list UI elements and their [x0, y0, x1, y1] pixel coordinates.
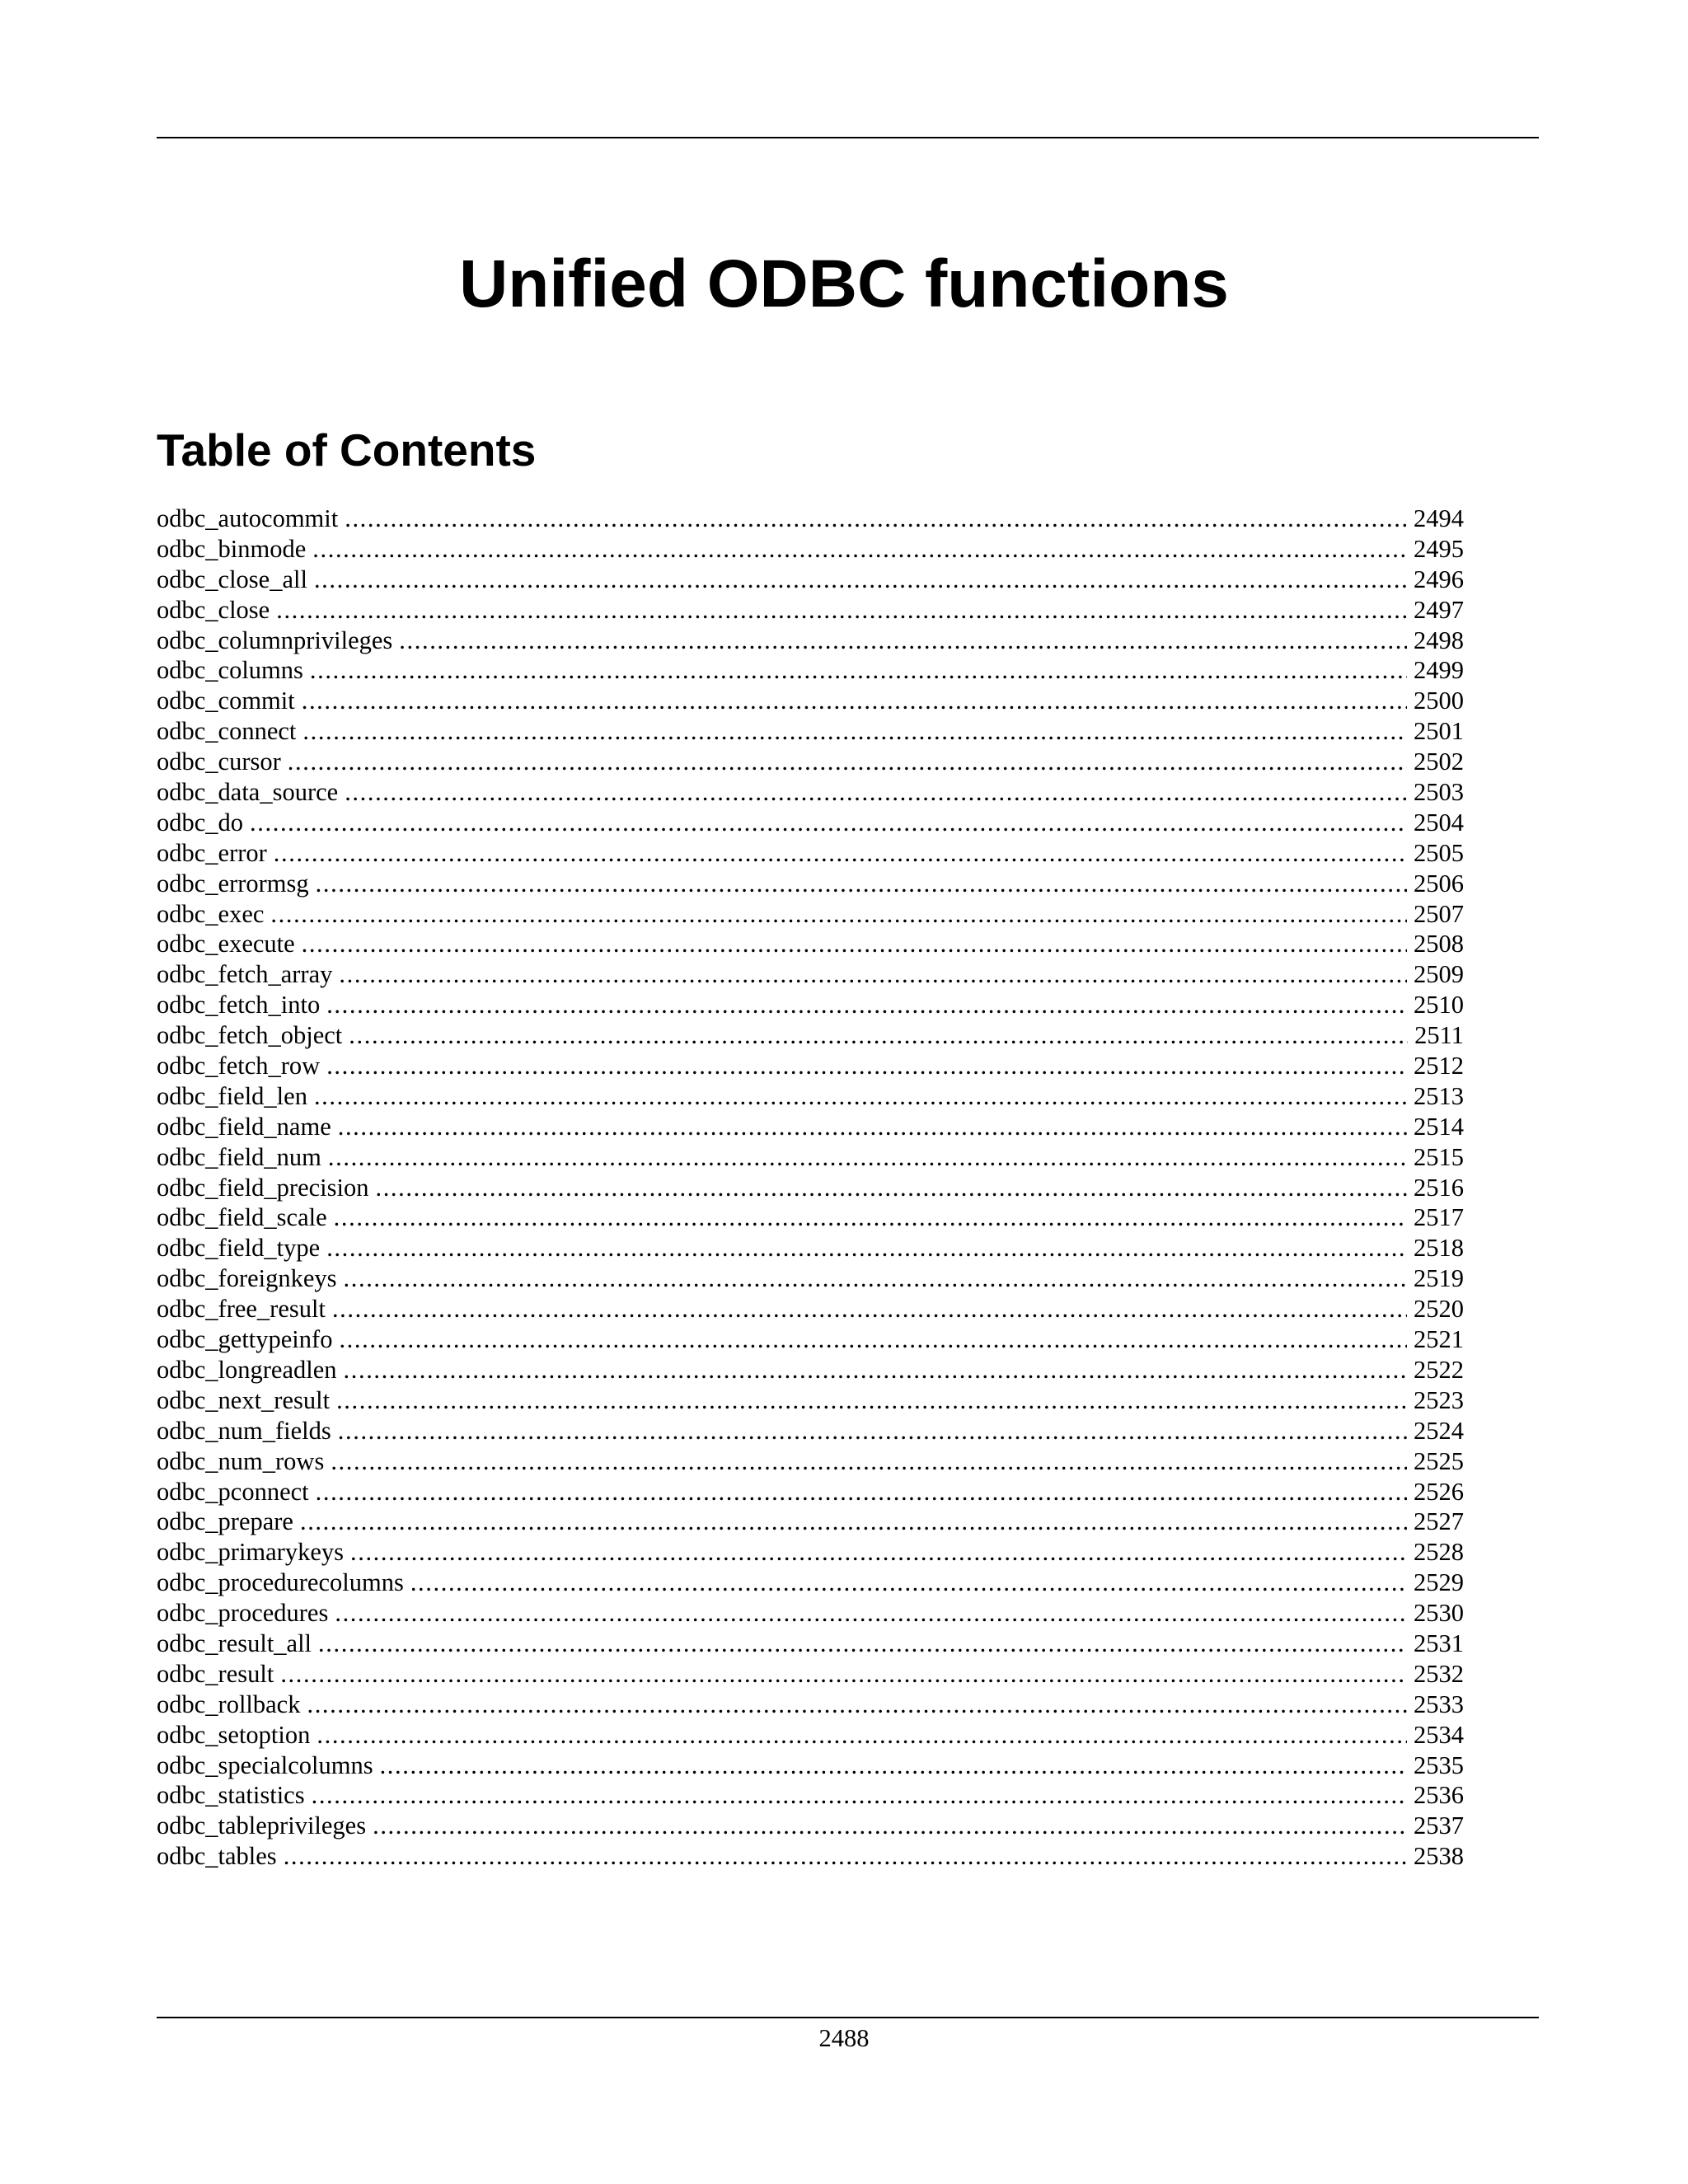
toc-entry-page[interactable]: 2535 [1414, 1750, 1464, 1779]
toc-entry-name[interactable]: odbc_procedures [157, 1599, 329, 1628]
toc-entry-page[interactable]: 2519 [1414, 1264, 1464, 1293]
toc-dot-leader [318, 1629, 1407, 1659]
toc-entry[interactable] [157, 990, 1464, 1020]
toc-entry[interactable] [157, 565, 1464, 595]
toc-entry[interactable] [157, 777, 1464, 808]
toc-entry[interactable] [157, 1629, 1464, 1659]
toc-entry-name[interactable]: odbc_binmode [157, 534, 307, 563]
toc-entry-page[interactable]: 2522 [1414, 1355, 1464, 1384]
toc-dot-leader [284, 1841, 1407, 1872]
toc-entry-page[interactable]: 2524 [1414, 1416, 1464, 1445]
toc-entry[interactable] [157, 1841, 1464, 1872]
toc-dot-leader [302, 929, 1407, 959]
toc-entry[interactable] [157, 1598, 1464, 1629]
toc-entry-page[interactable]: 2527 [1414, 1507, 1464, 1536]
toc-dot-leader [274, 838, 1407, 869]
toc-entry-page[interactable]: 2495 [1414, 534, 1464, 563]
toc-dot-leader [339, 959, 1407, 990]
toc-entry-name[interactable]: odbc_field_len [157, 1081, 307, 1110]
toc-entry-page[interactable]: 2494 [1414, 504, 1464, 532]
toc-entry[interactable] [157, 808, 1464, 838]
toc-dot-leader [280, 1659, 1407, 1690]
toc-entry-page[interactable]: 2498 [1414, 626, 1464, 654]
toc-dot-leader [339, 1324, 1407, 1355]
toc-entry-name[interactable]: odbc_longreadlen [157, 1355, 337, 1384]
toc-entry[interactable] [157, 838, 1464, 869]
toc-dot-leader [338, 1416, 1407, 1446]
toc-entry-name[interactable]: odbc_exec [157, 899, 265, 928]
toc-dot-leader [345, 777, 1407, 808]
toc-dot-leader [276, 595, 1407, 626]
toc-entry-name[interactable]: odbc_error [157, 838, 267, 867]
toc-entry[interactable] [157, 655, 1464, 686]
toc-entry-page[interactable]: 2502 [1414, 748, 1464, 776]
toc-entry-name[interactable]: odbc_autocommit [157, 504, 339, 532]
toc-entry[interactable] [157, 1720, 1464, 1750]
toc-dot-leader [375, 1173, 1407, 1203]
toc-entry[interactable] [157, 1690, 1464, 1720]
toc-dot-leader [326, 990, 1407, 1020]
toc-entry-name[interactable]: odbc_rollback [157, 1690, 301, 1718]
toc-entry-name[interactable]: odbc_field_name [157, 1112, 331, 1141]
toc-heading: Table of Contents [157, 424, 537, 476]
toc-entry-name[interactable]: odbc_errormsg [157, 869, 309, 898]
toc-entry-name[interactable]: odbc_setoption [157, 1720, 311, 1749]
toc-entry-name[interactable]: odbc_field_type [157, 1234, 321, 1263]
toc-entry-name[interactable]: odbc_foreignkeys [157, 1264, 337, 1293]
toc-entry[interactable] [157, 1537, 1464, 1568]
toc-entry-page[interactable]: 2518 [1414, 1234, 1464, 1263]
toc-dot-leader [310, 655, 1407, 686]
toc-entry[interactable] [157, 1294, 1464, 1324]
toc-entry-page[interactable]: 2516 [1414, 1173, 1464, 1202]
toc-entry-name[interactable]: odbc_num_fields [157, 1416, 331, 1445]
toc-entry-name[interactable]: odbc_field_precision [157, 1173, 369, 1202]
toc-entry[interactable] [157, 1324, 1464, 1355]
toc-entry-page[interactable]: 2507 [1414, 899, 1464, 928]
toc-entry-page[interactable]: 2534 [1414, 1720, 1464, 1749]
header-rule [157, 137, 1539, 138]
toc-dot-leader [316, 1477, 1407, 1507]
toc-entry-page[interactable]: 2508 [1414, 930, 1464, 958]
toc-entry[interactable] [157, 595, 1464, 626]
footer-rule [157, 2017, 1539, 2018]
toc-entry-name[interactable]: odbc_columnprivileges [157, 626, 393, 654]
toc-entry-page[interactable]: 2496 [1414, 565, 1464, 593]
toc-entry-name[interactable]: odbc_do [157, 808, 244, 837]
toc-entry-page[interactable]: 2497 [1414, 595, 1464, 624]
toc-entry-name[interactable]: odbc_free_result [157, 1295, 326, 1324]
toc-dot-leader [316, 869, 1407, 899]
toc-entry-page[interactable]: 2517 [1414, 1203, 1464, 1232]
toc-entry-name[interactable]: odbc_pconnect [157, 1477, 309, 1506]
toc-entry-page[interactable]: 2500 [1414, 687, 1464, 715]
toc-dot-leader [345, 504, 1407, 534]
toc-dot-leader [336, 1385, 1407, 1416]
toc-entry[interactable] [157, 1750, 1464, 1781]
toc-dot-leader [314, 1081, 1407, 1112]
toc-entry-name[interactable]: odbc_primarykeys [157, 1538, 344, 1567]
toc-dot-leader [312, 534, 1407, 565]
toc-dot-leader [380, 1750, 1407, 1781]
toc-entry-page[interactable]: 2520 [1414, 1295, 1464, 1324]
toc-entry-name[interactable]: odbc_tableprivileges [157, 1811, 367, 1840]
toc-entry-page[interactable]: 2499 [1414, 656, 1464, 685]
toc-entry-page[interactable]: 2532 [1414, 1659, 1464, 1688]
toc-entry[interactable] [157, 1446, 1464, 1477]
toc-entry-page[interactable]: 2525 [1414, 1446, 1464, 1475]
toc-entry-name[interactable]: odbc_commit [157, 687, 295, 715]
toc-entry-name[interactable]: odbc_columns [157, 656, 303, 685]
toc-entry-name[interactable]: odbc_procedurecolumns [157, 1568, 404, 1597]
toc-entry-name[interactable]: odbc_specialcolumns [157, 1750, 373, 1779]
toc-entry[interactable] [157, 534, 1464, 565]
toc-entry[interactable] [157, 1173, 1464, 1203]
toc-dot-leader [288, 747, 1407, 777]
toc-entry-name[interactable]: odbc_next_result [157, 1385, 331, 1414]
toc-entry-name[interactable]: odbc_gettypeinfo [157, 1325, 333, 1354]
toc-entry-name[interactable]: odbc_prepare [157, 1507, 293, 1536]
toc-entry[interactable] [157, 1477, 1464, 1507]
toc-entry-page[interactable]: 2515 [1414, 1142, 1464, 1171]
toc-dot-leader [302, 686, 1407, 716]
toc-entry[interactable] [157, 1568, 1464, 1598]
toc-dot-leader [270, 899, 1407, 930]
toc-entry[interactable] [157, 1355, 1464, 1385]
toc-dot-leader [410, 1568, 1407, 1598]
toc-entry-name[interactable]: odbc_cursor [157, 748, 281, 776]
toc-dot-leader [349, 1020, 1408, 1051]
toc-entry-page[interactable]: 2538 [1414, 1842, 1464, 1871]
toc-dot-leader [373, 1811, 1407, 1841]
toc-entry-page[interactable]: 2510 [1414, 991, 1464, 1019]
toc-entry[interactable] [157, 1233, 1464, 1263]
toc-entry[interactable] [157, 1202, 1464, 1233]
toc-dot-leader [316, 1720, 1407, 1750]
toc-dot-leader [314, 565, 1407, 595]
toc-dot-leader [300, 1507, 1407, 1537]
toc-dot-leader [332, 1294, 1407, 1324]
toc-entry-page[interactable]: 2513 [1414, 1081, 1464, 1110]
toc-entry-name[interactable]: odbc_result [157, 1659, 274, 1688]
toc-entry-name[interactable]: odbc_num_rows [157, 1446, 325, 1475]
toc-entry[interactable] [157, 1020, 1464, 1051]
toc-entry-page[interactable]: 2503 [1414, 778, 1464, 807]
toc-dot-leader [331, 1446, 1407, 1477]
toc-dot-leader [328, 1142, 1407, 1173]
toc-entry-name[interactable]: odbc_statistics [157, 1781, 305, 1810]
toc-entry-page[interactable]: 2506 [1414, 869, 1464, 898]
toc-entry[interactable] [157, 1112, 1464, 1142]
toc-entry-name[interactable]: odbc_fetch_into [157, 991, 321, 1019]
toc-entry-page[interactable]: 2529 [1414, 1568, 1464, 1597]
toc-dot-leader [344, 1263, 1407, 1294]
toc-entry[interactable] [157, 747, 1464, 777]
toc-entry[interactable] [157, 1780, 1464, 1811]
toc-entry-name[interactable]: odbc_connect [157, 717, 297, 746]
toc-entry[interactable] [157, 1811, 1464, 1841]
toc-entry[interactable] [157, 1081, 1464, 1112]
toc-entry-page[interactable]: 2501 [1414, 717, 1464, 746]
toc-entry-name[interactable]: odbc_execute [157, 930, 295, 958]
toc-dot-leader [312, 1780, 1407, 1811]
toc-entry[interactable] [157, 1142, 1464, 1173]
toc-entry[interactable] [157, 1659, 1464, 1690]
toc-entry-page[interactable]: 2514 [1414, 1112, 1464, 1141]
toc-entry-page[interactable]: 2504 [1414, 808, 1464, 837]
toc-dot-leader [250, 808, 1407, 838]
page-number: 2488 [818, 2024, 870, 2052]
toc-entry[interactable] [157, 1385, 1464, 1416]
toc-entry[interactable] [157, 686, 1464, 716]
toc-entry-name[interactable]: odbc_fetch_object [157, 1021, 343, 1050]
toc-entry[interactable] [157, 869, 1464, 899]
chapter-title: Unified ODBC functions [459, 246, 1229, 321]
toc-entry-page[interactable]: 2509 [1414, 960, 1464, 989]
toc-list [157, 504, 1464, 1872]
toc-entry[interactable] [157, 626, 1464, 656]
toc-dot-leader [338, 1112, 1407, 1142]
toc-entry-page[interactable]: 2523 [1414, 1385, 1464, 1414]
toc-entry-name[interactable]: odbc_field_num [157, 1142, 321, 1171]
toc-dot-leader [344, 1355, 1407, 1385]
toc-entry-name[interactable]: odbc_tables [157, 1842, 277, 1871]
toc-dot-leader [334, 1202, 1407, 1233]
toc-dot-leader [399, 626, 1407, 656]
toc-entry-page[interactable]: 2537 [1414, 1811, 1464, 1840]
toc-entry-page[interactable]: 2533 [1414, 1690, 1464, 1718]
toc-entry-page[interactable]: 2521 [1414, 1325, 1464, 1354]
toc-entry-page[interactable]: 2530 [1414, 1599, 1464, 1628]
toc-entry-page[interactable]: 2526 [1414, 1477, 1464, 1506]
toc-entry-page[interactable]: 2536 [1414, 1781, 1464, 1810]
toc-entry[interactable] [157, 1263, 1464, 1294]
toc-entry-page[interactable]: 2528 [1414, 1538, 1464, 1567]
toc-dot-leader [326, 1051, 1407, 1081]
toc-entry[interactable] [157, 959, 1464, 990]
toc-dot-leader [302, 716, 1407, 747]
toc-entry-name[interactable]: odbc_result_all [157, 1629, 312, 1657]
toc-entry[interactable] [157, 1507, 1464, 1537]
toc-dot-leader [326, 1233, 1407, 1263]
toc-entry-name[interactable]: odbc_fetch_array [157, 960, 333, 989]
toc-dot-leader [350, 1537, 1407, 1568]
toc-entry-page[interactable]: 2512 [1414, 1052, 1464, 1080]
toc-entry-name[interactable]: odbc_fetch_row [157, 1052, 321, 1080]
toc-entry-page[interactable]: 2511 [1414, 1021, 1464, 1050]
toc-entry-name[interactable]: odbc_field_scale [157, 1203, 327, 1232]
toc-entry[interactable] [157, 716, 1464, 747]
toc-entry-name[interactable]: odbc_close [157, 595, 270, 624]
toc-entry-page[interactable]: 2505 [1414, 838, 1464, 867]
toc-entry-name[interactable]: odbc_data_source [157, 778, 339, 807]
toc-entry-page[interactable]: 2531 [1414, 1629, 1464, 1657]
toc-entry[interactable] [157, 929, 1464, 959]
toc-dot-leader [307, 1690, 1407, 1720]
toc-entry[interactable] [157, 899, 1464, 930]
toc-entry-name[interactable]: odbc_close_all [157, 565, 307, 593]
toc-entry[interactable] [157, 1051, 1464, 1081]
toc-entry[interactable] [157, 504, 1464, 534]
toc-dot-leader [335, 1598, 1407, 1629]
toc-entry[interactable] [157, 1416, 1464, 1446]
